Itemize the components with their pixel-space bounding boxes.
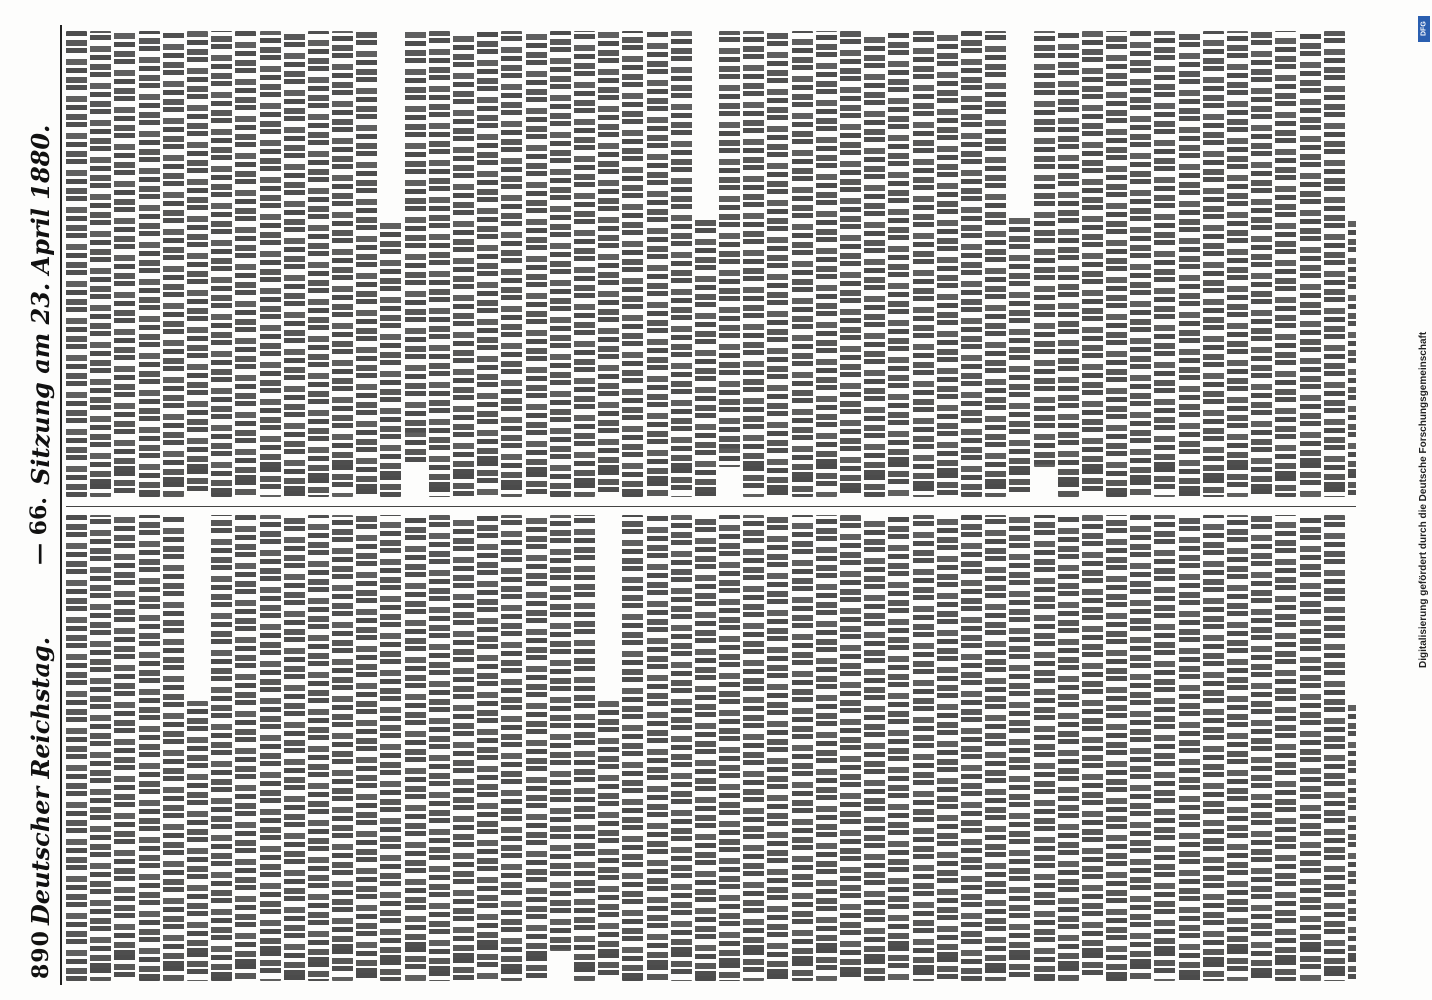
text-line bbox=[864, 515, 885, 981]
text-line bbox=[477, 515, 498, 981]
text-line bbox=[622, 31, 643, 497]
text-line bbox=[647, 31, 668, 497]
text-line bbox=[1251, 515, 1272, 981]
text-line bbox=[1251, 31, 1272, 497]
text-line bbox=[792, 31, 813, 497]
text-line bbox=[1275, 31, 1296, 497]
text-line bbox=[695, 515, 716, 981]
text-line bbox=[235, 31, 256, 497]
text-line bbox=[961, 31, 982, 497]
text-column-right bbox=[66, 31, 1356, 497]
text-line bbox=[90, 31, 111, 497]
text-line bbox=[1179, 31, 1200, 497]
text-line bbox=[380, 515, 401, 981]
text-line bbox=[961, 515, 982, 981]
text-line bbox=[574, 515, 595, 981]
text-line bbox=[114, 515, 135, 981]
text-line bbox=[1130, 31, 1151, 497]
text-line bbox=[526, 515, 547, 981]
text-line bbox=[888, 31, 909, 497]
page-header bbox=[20, 25, 62, 985]
text-line bbox=[501, 515, 522, 981]
text-line bbox=[1203, 515, 1224, 981]
text-line bbox=[864, 31, 885, 497]
text-line bbox=[1154, 31, 1175, 497]
text-line bbox=[1300, 515, 1321, 981]
digitization-credit: Digitalisierung gefördert durch die Deutsche Forschungsgemeinschaft bbox=[1418, 331, 1429, 669]
text-line bbox=[429, 515, 450, 981]
text-line bbox=[598, 31, 619, 497]
text-line bbox=[743, 31, 764, 497]
text-line bbox=[888, 515, 909, 981]
text-line bbox=[260, 515, 281, 981]
text-line bbox=[985, 31, 1006, 497]
text-line bbox=[356, 31, 377, 497]
text-line bbox=[429, 31, 450, 497]
text-line bbox=[1106, 515, 1127, 981]
session-title: Sitzung am 23. April 1880. bbox=[26, 124, 55, 485]
text-line bbox=[1106, 31, 1127, 497]
text-line bbox=[1227, 515, 1248, 981]
text-line bbox=[1130, 515, 1151, 981]
text-line bbox=[985, 515, 1006, 981]
text-line bbox=[284, 31, 305, 497]
text-line bbox=[574, 31, 595, 497]
text-line bbox=[526, 31, 547, 497]
text-line bbox=[1179, 515, 1200, 981]
text-line bbox=[840, 515, 861, 981]
text-line bbox=[380, 217, 401, 497]
text-line bbox=[405, 31, 426, 467]
text-line bbox=[1324, 515, 1345, 981]
text-line bbox=[187, 701, 208, 981]
text-line bbox=[1009, 217, 1030, 497]
text-line bbox=[647, 515, 668, 981]
rotated-page-content bbox=[20, 25, 1360, 985]
text-line bbox=[622, 515, 643, 981]
text-line bbox=[598, 701, 619, 981]
text-line bbox=[139, 515, 160, 981]
text-line bbox=[453, 31, 474, 497]
text-line bbox=[719, 31, 740, 467]
text-line bbox=[284, 515, 305, 981]
text-line bbox=[332, 515, 353, 981]
text-line bbox=[1058, 31, 1079, 497]
text-line bbox=[719, 515, 740, 981]
text-line bbox=[550, 515, 571, 951]
text-line bbox=[1300, 31, 1321, 497]
text-line bbox=[816, 31, 837, 497]
text-line bbox=[816, 515, 837, 981]
text-line bbox=[1009, 515, 1030, 981]
text-line bbox=[937, 31, 958, 497]
text-line bbox=[163, 515, 184, 981]
text-line bbox=[695, 217, 716, 497]
text-line bbox=[1348, 217, 1356, 497]
text-line bbox=[1203, 31, 1224, 497]
text-line bbox=[308, 31, 329, 497]
text-line bbox=[840, 31, 861, 497]
page-number: 890 bbox=[28, 930, 54, 979]
text-line bbox=[1034, 31, 1055, 467]
text-line bbox=[356, 515, 377, 981]
text-line bbox=[913, 31, 934, 497]
text-line bbox=[332, 31, 353, 497]
text-line bbox=[792, 515, 813, 981]
text-line bbox=[453, 515, 474, 981]
text-line bbox=[308, 515, 329, 981]
text-line bbox=[767, 31, 788, 497]
text-line bbox=[1324, 31, 1345, 497]
text-line bbox=[671, 31, 692, 497]
text-line bbox=[1082, 515, 1103, 981]
text-line bbox=[477, 31, 498, 497]
text-line bbox=[550, 31, 571, 497]
text-line bbox=[1154, 515, 1175, 981]
text-line bbox=[913, 515, 934, 981]
text-line bbox=[187, 31, 208, 497]
text-line bbox=[235, 515, 256, 981]
text-line bbox=[114, 31, 135, 497]
column-divider bbox=[66, 506, 1356, 507]
text-column-left bbox=[66, 515, 1356, 981]
text-line bbox=[90, 515, 111, 981]
text-line bbox=[1034, 515, 1055, 981]
text-line bbox=[501, 31, 522, 497]
text-line bbox=[1348, 701, 1356, 981]
text-line bbox=[743, 515, 764, 981]
text-line bbox=[211, 31, 232, 497]
text-line bbox=[260, 31, 281, 497]
text-line bbox=[1227, 31, 1248, 497]
text-line bbox=[937, 515, 958, 981]
text-line bbox=[66, 515, 87, 981]
text-line bbox=[211, 515, 232, 981]
dfg-logo: DFG bbox=[1418, 16, 1430, 42]
text-line bbox=[1058, 515, 1079, 981]
session-number: — 66. bbox=[26, 497, 52, 565]
text-line bbox=[139, 31, 160, 497]
text-line bbox=[163, 31, 184, 497]
text-line bbox=[405, 515, 426, 981]
text-line bbox=[767, 515, 788, 981]
text-line bbox=[66, 31, 87, 497]
text-line bbox=[1082, 31, 1103, 497]
text-line bbox=[671, 515, 692, 981]
publication-title: Deutscher Reichstag. bbox=[26, 636, 55, 925]
text-line bbox=[1275, 515, 1296, 981]
